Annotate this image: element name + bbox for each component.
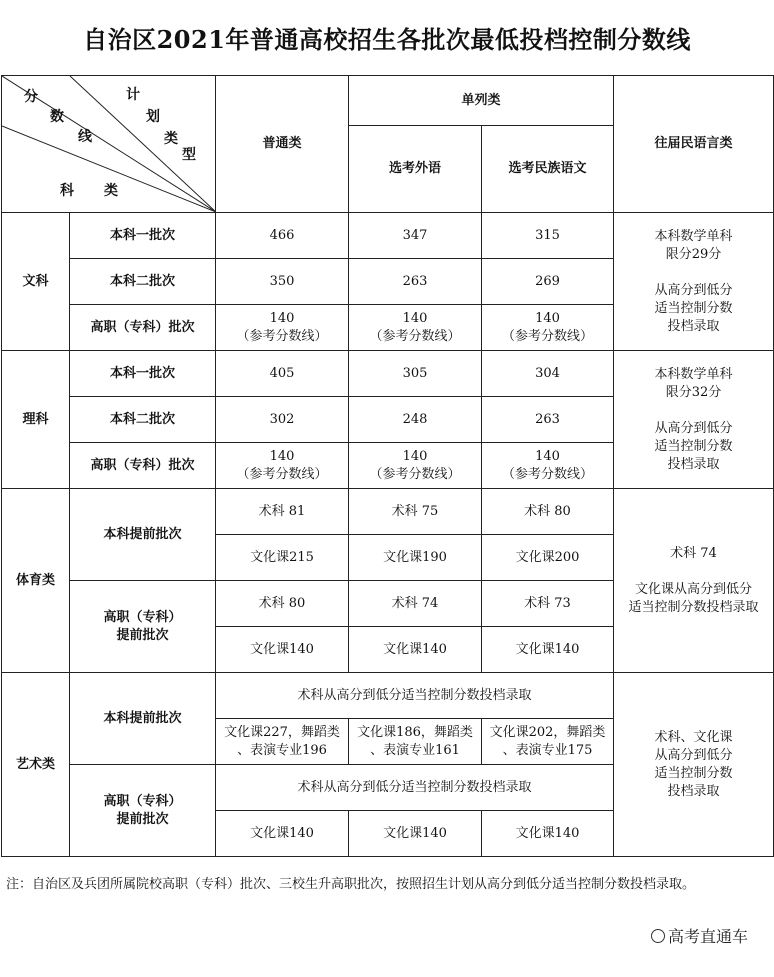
score-cell: 文化课190 bbox=[349, 535, 482, 581]
score-cell-merged: 术科从高分到低分适当控制分数投档录取 bbox=[216, 765, 614, 811]
note-line: 投档录取 bbox=[667, 318, 720, 334]
score-line: 文化课227，舞蹈类 bbox=[224, 724, 340, 740]
score-sub: （参考分数线） bbox=[502, 328, 594, 344]
score-cell: 305 bbox=[349, 351, 482, 397]
corner-char-ji: 计 bbox=[126, 87, 140, 103]
note-line: 术科 74 bbox=[670, 545, 717, 561]
note-line: 术科、文化课 bbox=[654, 729, 733, 745]
header-waiyu: 选考外语 bbox=[349, 126, 482, 213]
score-cell-merged: 术科从高分到低分适当控制分数投档录取 bbox=[216, 673, 614, 719]
score-line: 、表演专业161 bbox=[370, 742, 460, 758]
score-table bbox=[1, 75, 774, 857]
corner-char-lei2: 类 bbox=[104, 183, 118, 199]
score-cell: 263 bbox=[482, 397, 614, 443]
table-row bbox=[2, 673, 774, 719]
header-row-1 bbox=[2, 76, 774, 126]
score-sub: （参考分数线） bbox=[369, 328, 461, 344]
header-wangjie: 往届民语言类 bbox=[614, 76, 774, 213]
score-cell: 术科 73 bbox=[482, 581, 614, 627]
note-line: 文化课从高分到低分 bbox=[635, 581, 753, 597]
score-cell: 315 bbox=[482, 213, 614, 259]
score-cell bbox=[216, 305, 349, 351]
note-line: 限分32分 bbox=[665, 384, 722, 400]
corner-char-fen: 分 bbox=[24, 89, 38, 105]
score-cell bbox=[349, 443, 482, 489]
page-title: 自治区2021年普通高校招生各批次最低投档控制分数线 bbox=[83, 25, 691, 54]
score-cell: 466 bbox=[216, 213, 349, 259]
batch-label: 高职（专科）批次 bbox=[70, 443, 216, 489]
score-cell: 269 bbox=[482, 259, 614, 305]
score-cell: 术科 80 bbox=[482, 489, 614, 535]
corner-cell bbox=[2, 76, 216, 213]
score-cell: 248 bbox=[349, 397, 482, 443]
note-line: 适当控制分数投档录取 bbox=[628, 599, 759, 615]
score-sub: （参考分数线） bbox=[369, 466, 461, 482]
score-cell: 350 bbox=[216, 259, 349, 305]
corner-char-hua: 划 bbox=[146, 109, 160, 125]
watermark bbox=[651, 924, 748, 947]
score-value: 140 bbox=[269, 448, 295, 464]
score-cell: 术科 75 bbox=[349, 489, 482, 535]
note-line: 投档录取 bbox=[667, 783, 720, 799]
note-line: 限分29分 bbox=[665, 246, 722, 262]
score-cell bbox=[482, 443, 614, 489]
batch-label bbox=[70, 581, 216, 673]
corner-char-xian: 线 bbox=[78, 129, 92, 145]
note-line: 从高分到低分 bbox=[654, 420, 733, 436]
score-cell: 405 bbox=[216, 351, 349, 397]
corner-char-lei: 类 bbox=[164, 131, 178, 147]
score-line: 文化课186，舞蹈类 bbox=[357, 724, 473, 740]
batch-label: 本科二批次 bbox=[70, 259, 216, 305]
table-row bbox=[2, 351, 774, 397]
note-like bbox=[614, 351, 774, 489]
score-cell: 文化课140 bbox=[349, 627, 482, 673]
score-line: 、表演专业196 bbox=[237, 742, 327, 758]
score-cell: 术科 80 bbox=[216, 581, 349, 627]
note-line: 从高分到低分 bbox=[654, 747, 733, 763]
score-cell bbox=[216, 443, 349, 489]
note-line: 本科数学单科 bbox=[654, 228, 733, 244]
note-wenke bbox=[614, 213, 774, 351]
header-putong: 普通类 bbox=[216, 76, 349, 213]
score-cell: 术科 74 bbox=[349, 581, 482, 627]
score-cell bbox=[349, 305, 482, 351]
batch-label: 本科二批次 bbox=[70, 397, 216, 443]
score-cell: 文化课140 bbox=[482, 811, 614, 857]
score-value: 140 bbox=[535, 310, 560, 326]
header-danlie: 单列类 bbox=[349, 76, 614, 126]
category-yishu: 艺术类 bbox=[2, 673, 70, 857]
header-minzu: 选考民族语文 bbox=[482, 126, 614, 213]
score-cell: 文化课140 bbox=[216, 811, 349, 857]
score-cell bbox=[349, 719, 482, 765]
note-tiyu bbox=[614, 489, 774, 673]
batch-label-line: 提前批次 bbox=[116, 811, 169, 827]
score-sub: （参考分数线） bbox=[236, 328, 328, 344]
score-value: 140 bbox=[535, 448, 560, 464]
note-line: 适当控制分数 bbox=[654, 438, 733, 454]
note-line: 投档录取 bbox=[667, 456, 720, 472]
batch-label: 本科提前批次 bbox=[70, 489, 216, 581]
table-row bbox=[2, 489, 774, 535]
score-cell: 文化课200 bbox=[482, 535, 614, 581]
score-cell: 文化课215 bbox=[216, 535, 349, 581]
corner-char-ke: 科 bbox=[60, 183, 74, 199]
score-cell bbox=[482, 305, 614, 351]
batch-label: 本科一批次 bbox=[70, 351, 216, 397]
score-cell: 347 bbox=[349, 213, 482, 259]
wechat-icon bbox=[651, 929, 665, 943]
score-line: 文化课202，舞蹈类 bbox=[489, 724, 606, 740]
batch-label: 本科一批次 bbox=[70, 213, 216, 259]
note-line: 适当控制分数 bbox=[654, 765, 733, 781]
batch-label bbox=[70, 765, 216, 857]
score-cell: 文化课140 bbox=[482, 627, 614, 673]
score-cell bbox=[216, 719, 349, 765]
category-like: 理科 bbox=[2, 351, 70, 489]
category-wenke: 文科 bbox=[2, 213, 70, 351]
score-value: 140 bbox=[402, 448, 428, 464]
score-cell: 302 bbox=[216, 397, 349, 443]
batch-label-line: 高职（专科） bbox=[103, 793, 182, 809]
score-sub: （参考分数线） bbox=[236, 466, 328, 482]
batch-label-line: 高职（专科） bbox=[103, 609, 182, 625]
batch-label-line: 提前批次 bbox=[116, 627, 169, 643]
batch-label: 本科提前批次 bbox=[70, 673, 216, 765]
table-row bbox=[2, 213, 774, 259]
score-cell: 文化课140 bbox=[349, 811, 482, 857]
score-line: 、表演专业175 bbox=[502, 742, 593, 758]
score-value: 140 bbox=[402, 310, 428, 326]
score-cell bbox=[482, 719, 614, 765]
note-line: 本科数学单科 bbox=[654, 366, 733, 382]
corner-char-shu: 数 bbox=[50, 109, 64, 125]
score-cell: 304 bbox=[482, 351, 614, 397]
note-line: 适当控制分数 bbox=[654, 300, 733, 316]
note-yishu bbox=[614, 673, 774, 857]
category-tiyu: 体育类 bbox=[2, 489, 70, 673]
corner-char-xing: 型 bbox=[182, 147, 196, 163]
score-cell: 术科 81 bbox=[216, 489, 349, 535]
watermark-text: 高考直通车 bbox=[667, 927, 748, 946]
batch-label: 高职（专科）批次 bbox=[70, 305, 216, 351]
note-line: 从高分到低分 bbox=[654, 282, 733, 298]
score-cell: 263 bbox=[349, 259, 482, 305]
score-cell: 文化课140 bbox=[216, 627, 349, 673]
score-value: 140 bbox=[269, 310, 295, 326]
footnote: 注：自治区及兵团所属院校高职（专科）批次、三校生升高职批次，按照招生计划从高分到低分适当控制分数投档录取。 bbox=[6, 877, 696, 892]
score-sub: （参考分数线） bbox=[502, 466, 594, 482]
